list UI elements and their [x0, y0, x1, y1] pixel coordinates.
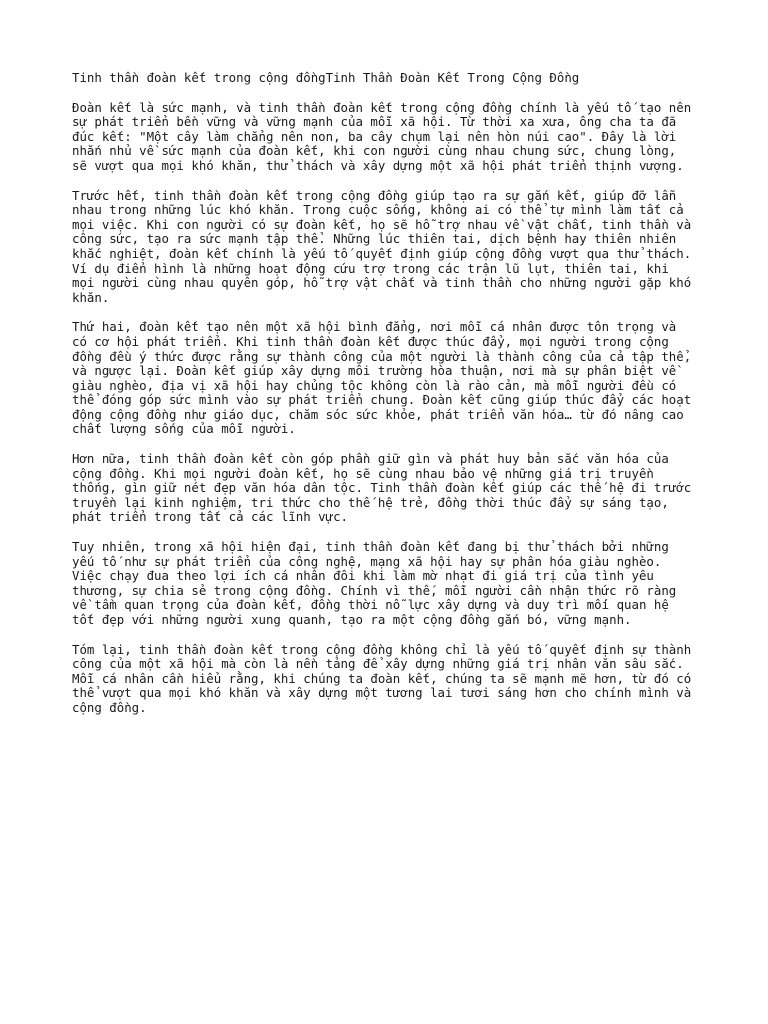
paragraph-conclusion: Tóm lại, tinh thần đoàn kết trong cộng đồng không chỉ là yếu tố quyết định sự thành công của một xã hội mà còn là nền tảng để xây dựng những giá trị nhân văn sâu sắc. Mỗi cá nhân cần hiểu rằng, khi chúng ta đoàn kết, chúng ta sẽ mạnh mẽ hơn, từ đó có thể vượt qua mọi khó khăn và xây dựng một tương lai tươi sáng hơn cho chính mình và cộng đồng. — [72, 641, 692, 715]
document-title: Tinh thần đoàn kết trong cộng đồngTinh Thần Đoàn Kết Trong Cộng Đồng — [72, 70, 580, 85]
paragraph-challenges: Tuy nhiên, trong xã hội hiện đại, tinh thần đoàn kết đang bị thử thách bởi những yếu tố như sự phát triển của công nghệ, mạng xã hội hay sự phân hóa giàu nghèo. Việc chạy đua theo lợi ích cá nhân đôi khi làm mờ nhạt đi giá trị của tình yêu thương, sự chia sẻ trong cộng đồng. Chính vì thế, mỗi người cần nhận thức rõ ràng về tầm quan trọng của đoàn kết, đồng thời nỗ lực xây dựng và duy trì mối quan hệ tốt đẹp với những người xung quanh, tạo ra một cộng đồng gắn bó, vững mạnh. — [72, 539, 677, 627]
document-page — [72, 71, 712, 731]
paragraph-second-point: Thứ hai, đoàn kết tạo nên một xã hội bình đẳng, nơi mỗi cá nhân được tôn trọng và có cơ hội phát triển. Khi tinh thần đoàn kết được thúc đẩy, mọi người trong cộng đồng đều ý thức được rằng sự thành công của một người là thành công của cả tập thể, và ngược lại. Đoàn kết giúp xây dựng môi trường hòa thuận, nơi mà sự phân biệt về giàu nghèo, địa vị xã hội hay chủng tộc không còn là rào cản, mà mỗi người đều có thể đóng góp sức mình vào sự phát triển chung. Đoàn kết cũng giúp thúc đẩy các hoạt động cộng đồng như giáo dục, chăm sóc sức khỏe, phát triển văn hóa… từ đó nâng cao chất lượng sống của mỗi người. — [72, 319, 692, 437]
paragraph-intro: Đoàn kết là sức mạnh, và tinh thần đoàn kết trong cộng đồng chính là yếu tố tạo nên sự phát triển bền vững và vững mạnh của mỗi xã hội. Từ thời xa xưa, ông cha ta đã đúc kết: "Một cây làm chẳng nên non, ba cây chụm lại nên hòn núi cao". Đây là lời nhắn nhủ về sức mạnh của đoàn kết, khi con người cùng nhau chung sức, chung lòng, sẽ vượt qua mọi khó khăn, thử thách và xây dựng một xã hội phát triển thịnh vượng. — [72, 99, 692, 173]
paragraph-first-point: Trước hết, tinh thần đoàn kết trong cộng đồng giúp tạo ra sự gắn kết, giúp đỡ lẫn nhau trong những lúc khó khăn. Trong cuộc sống, không ai có thể tự mình làm tất cả mọi việc. Khi con người có sự đoàn kết, họ sẽ hỗ trợ nhau về vật chất, tinh thần và công sức, tạo ra sức mạnh tập thể. Những lúc thiên tai, dịch bệnh hay thiên nhiên khắc nghiệt, đoàn kết chính là yếu tố quyết định giúp cộng đồng vượt qua thử thách. Ví dụ điển hình là những hoạt động cứu trợ trong các trận lũ lụt, thiên tai, khi mọi người cùng nhau quyên góp, hỗ trợ vật chất và tinh thần cho những người gặp khó khăn. — [72, 187, 692, 305]
paragraph-third-point: Hơn nữa, tinh thần đoàn kết còn góp phần giữ gìn và phát huy bản sắc văn hóa của cộng đồng. Khi mọi người đoàn kết, họ sẽ cùng nhau bảo vệ những giá trị truyền thống, gìn giữ nét đẹp văn hóa dân tộc. Tinh thần đoàn kết giúp các thế hệ đi trước truyền lại kinh nghiệm, tri thức cho thế hệ trẻ, đồng thời thúc đẩy sự sáng tạo, phát triển trong tất cả các lĩnh vực. — [72, 451, 692, 525]
